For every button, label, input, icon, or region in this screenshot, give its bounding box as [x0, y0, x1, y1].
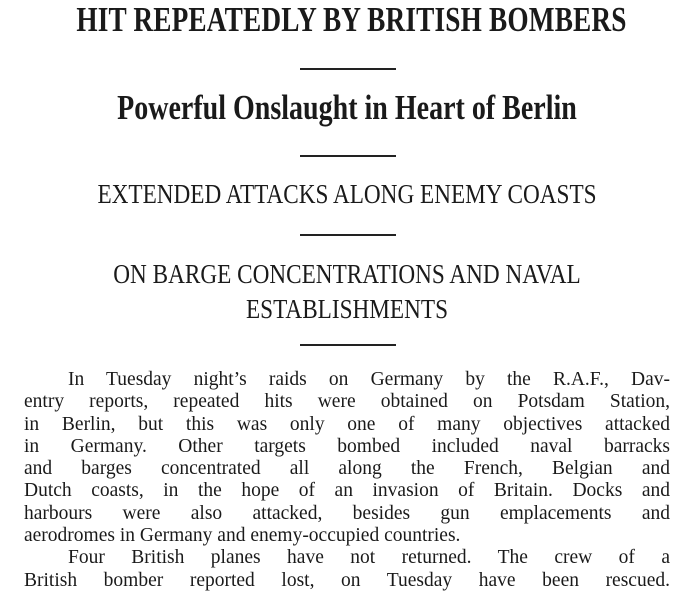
article-line: and barges concentrated all along the French, Belgian and: [24, 458, 670, 480]
article-line: in Germany. Other targets bombed included naval barracks: [24, 435, 670, 457]
headline-divider-3: [300, 234, 396, 236]
headline-divider-2: [300, 155, 396, 157]
headline-divider-4: [300, 344, 396, 346]
deck-headline: EXTENDED ATTACKS ALONG ENEMY COASTS: [97, 179, 597, 209]
article-body: [24, 369, 670, 592]
article-line: Four British planes have not returned. The crew of a: [68, 547, 670, 569]
article-line: aerodromes in Germany and enemy-occupied countries.: [24, 525, 461, 547]
deck-headline-2-line-1: ON BARGE CONCENTRATIONS AND NAVAL: [113, 259, 581, 289]
article-line: harbours were also attacked, besides gun emplacements and: [24, 502, 670, 524]
article-line: Dutch coasts, in the hope of an invasion of Britain. Docks and: [24, 480, 670, 502]
deck-headline-2-line-2: ESTABLISHMENTS: [246, 294, 448, 324]
article-line: in Berlin, but this was only one of many objectives attacked: [24, 413, 670, 435]
article-line: In Tuesday night’s raids on Germany by the R.A.F., Dav-: [68, 369, 670, 390]
sub-headline: Powerful Onslaught in Heart of Berlin: [117, 88, 577, 127]
main-headline: HIT REPEATEDLY BY BRITISH BOMBERS: [76, 0, 627, 39]
article-line: British bomber reported lost, on Tuesday have been rescued.: [24, 569, 670, 591]
headline-divider-1: [300, 68, 396, 70]
deck-headline-2: [49, 257, 646, 327]
article-line: entry reports, repeated hits were obtained on Potsdam Station,: [24, 391, 670, 413]
